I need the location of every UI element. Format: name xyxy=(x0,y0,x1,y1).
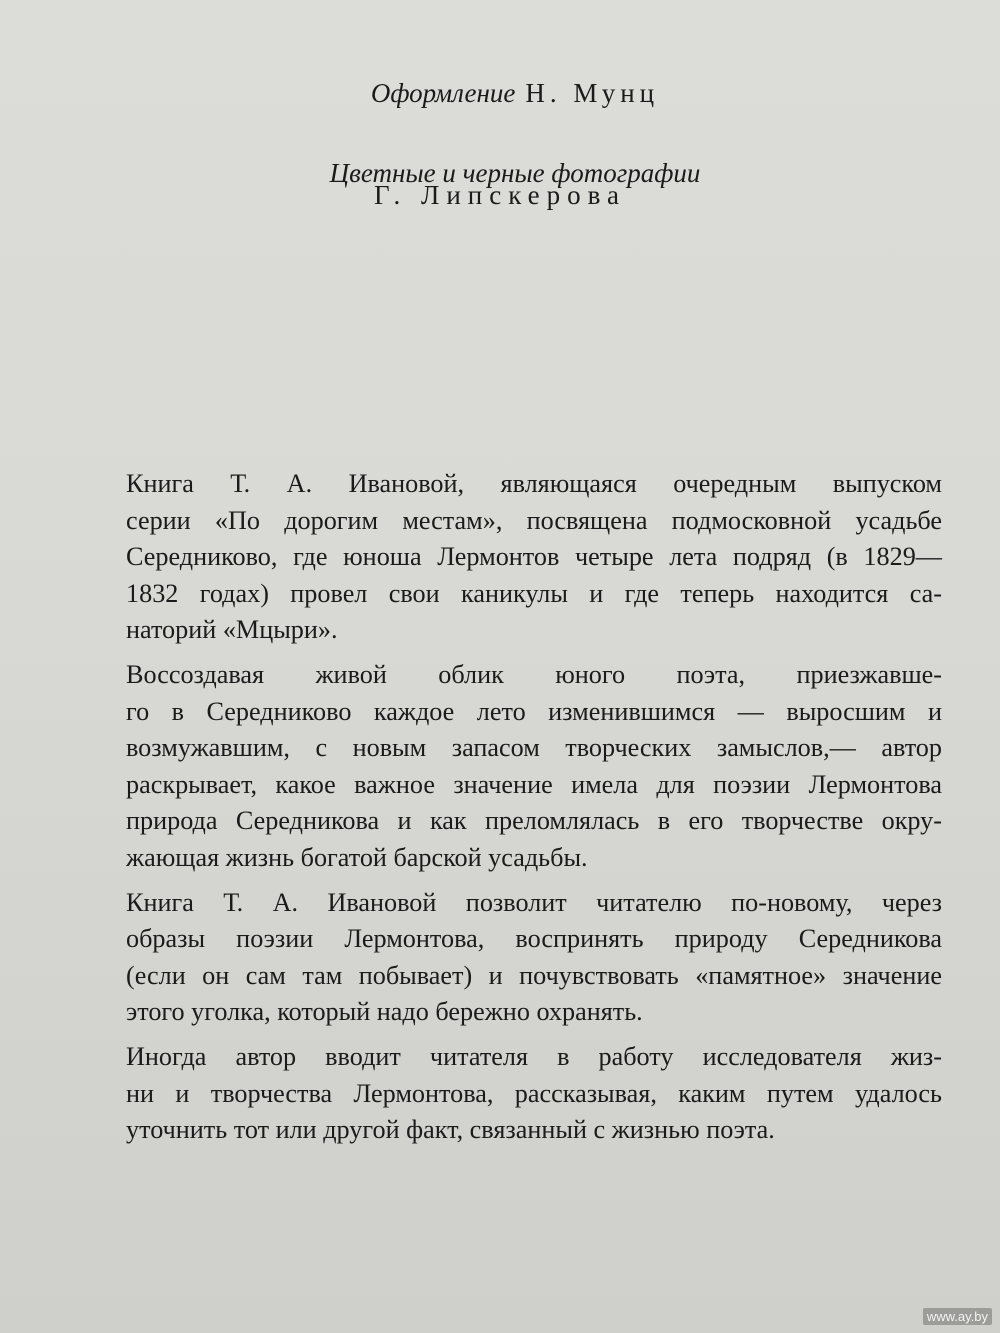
annotation-text xyxy=(100,466,942,1157)
text-line: (если он сам там побывает) и почувствовать «памятное» значение xyxy=(126,960,942,990)
text-line: природа Середникова и как преломлялась в его творчестве окру- xyxy=(126,806,942,836)
text-line: наторий «Мцыри». xyxy=(126,615,338,645)
text-line: серии «По дорогим местам», посвящена подмосковной усадьбе xyxy=(126,505,942,535)
design-credit-name: Н. Мунц xyxy=(525,78,660,108)
text-line: 1832 годах) провел свои каникулы и где теперь находится са- xyxy=(126,578,942,608)
annotation-paragraph xyxy=(100,885,942,1031)
site-watermark: www.ay.by xyxy=(923,1308,992,1325)
text-line: раскрывает, какое важное значение имела для поэзии Лермонтова xyxy=(126,769,942,799)
annotation-paragraph xyxy=(100,466,942,649)
text-line: уточнить тот или другой факт, связанный с жизнью поэта. xyxy=(126,1115,775,1145)
text-line: образы поэзии Лермонтова, воспринять природу Середникова xyxy=(126,924,942,954)
text-line: жающая жизнь богатой барской усадьбы. xyxy=(126,842,588,872)
design-credit xyxy=(30,78,1000,109)
photo-credit-name: Г. Липскерова xyxy=(373,180,627,210)
text-line: Середниково, где юноша Лермонтов четыре лета подряд (в 1829— xyxy=(126,542,942,572)
text-line: Книга Т. А. Ивановой, являющаяся очередным выпуском xyxy=(126,469,942,498)
annotation-paragraph xyxy=(100,1039,942,1149)
text-line: ни и творчества Лермонтова, рассказывая, каким путем удалось xyxy=(126,1078,942,1108)
text-line: Воссоздавая живой облик юного поэта, приезжавше- xyxy=(126,659,942,689)
text-line: возмужавшим, с новым запасом творческих замыслов,— автор xyxy=(126,733,942,763)
design-credit-label: Оформление xyxy=(370,78,516,108)
text-line: этого уголка, который надо бережно охранять. xyxy=(126,997,643,1027)
annotation-paragraph xyxy=(100,657,942,877)
text-line: Иногда автор вводит читателя в работу исследователя жиз- xyxy=(126,1041,942,1071)
photo-credit-label: Цветные и черные фотографии xyxy=(329,158,701,188)
text-line: Книга Т. А. Ивановой позволит читателю по-новому, через xyxy=(126,887,942,917)
text-line: го в Середниково каждое лето изменившимся — выросшим и xyxy=(126,696,942,726)
